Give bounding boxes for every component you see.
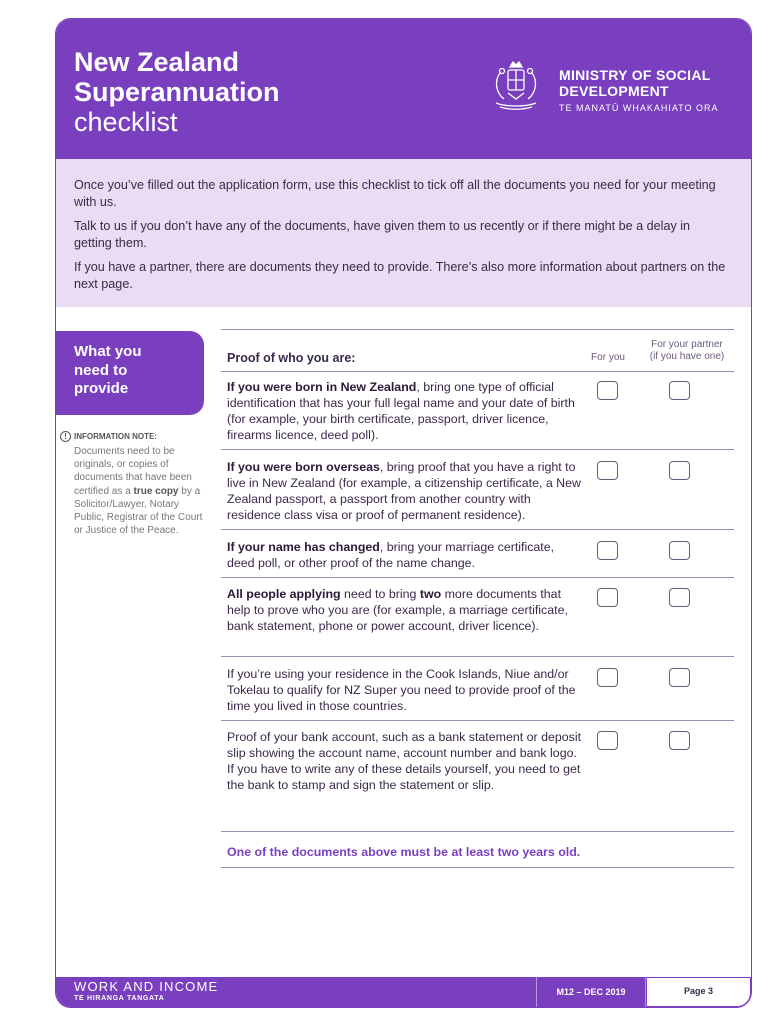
row-divider	[221, 720, 734, 721]
checkbox-you-row-4[interactable]	[597, 588, 618, 607]
intro-section	[56, 159, 751, 307]
checkbox-you-row-6[interactable]	[597, 731, 618, 750]
checkbox-partner-row-3[interactable]	[669, 541, 690, 560]
row-divider	[221, 449, 734, 450]
nz-coat-of-arms-icon	[486, 59, 546, 114]
info-icon: !	[60, 431, 71, 442]
row-divider	[221, 529, 734, 530]
list-item	[227, 586, 583, 634]
table-header-rule	[221, 371, 734, 372]
table-bottom-rule	[221, 867, 734, 868]
list-item	[227, 539, 583, 571]
checkbox-you-row-2[interactable]	[597, 461, 618, 480]
row-4-text-a: need to bring	[340, 587, 420, 601]
checkbox-partner-row-1[interactable]	[669, 381, 690, 400]
checkbox-you-row-5[interactable]	[597, 668, 618, 687]
row-divider	[221, 577, 734, 578]
form-code: M12 – DEC 2019	[536, 977, 646, 1007]
row-2-bold: If you were born overseas	[227, 460, 380, 474]
title-line-3: checklist	[74, 107, 178, 137]
two-years-note: One of the documents above must be at least two years old.	[227, 845, 581, 859]
list-item	[227, 379, 583, 443]
side-tab-line-3: provide	[74, 380, 129, 397]
ministry-name-line-1: MINISTRY OF SOCIAL	[559, 67, 711, 83]
row-3-bold: If your name has changed	[227, 540, 380, 554]
list-item	[227, 459, 583, 523]
row-4-bold-two: two	[419, 587, 442, 601]
ministry-name-line-2: DEVELOPMENT	[559, 83, 669, 99]
col-header-partner	[641, 339, 733, 363]
checkbox-you-row-3[interactable]	[597, 541, 618, 560]
ministry-logo-text	[559, 67, 719, 113]
side-tab-line-2: need to	[74, 361, 128, 379]
info-note-text-a: Documents need to be originals, or copies of documents that have been certified as a	[74, 446, 192, 497]
info-note-text-c: by a Solicitor/Lawyer, Notary Public, Registrar of the Court or Justice of the Peace.	[74, 485, 203, 537]
checkbox-you-row-1[interactable]	[597, 381, 618, 400]
table-heading: Proof of who you are:	[227, 351, 356, 365]
ministry-maori-name: TE MANATŪ WHAKAHIATO ORA	[559, 103, 719, 113]
col-header-partner-line-1: For your partner	[651, 339, 723, 350]
row-divider	[221, 831, 734, 832]
row-3-text: , bring your marriage certificate, deed poll, or other proof of the name change.	[227, 540, 555, 571]
col-header-partner-line-2: (if you have one)	[649, 351, 725, 362]
list-item: Proof of your bank account, such as a bank statement or deposit slip showing the account name, account number and bank logo. If you have to write any of these details yourself, you need to get the bank to stamp and sign the statement or slip.	[227, 730, 582, 793]
intro-paragraph-2: Talk to us if you don’t have any of the documents, have given them to us recently or if there might be a delay in getting them.	[74, 219, 691, 250]
info-note-true-copy: true copy	[133, 485, 179, 497]
work-and-income-logo: WORK AND INCOME	[74, 979, 219, 994]
row-2-text: , bring proof that you have a right to live in New Zealand (for example, a citizenship certificate, a New Zealand passport, a passport from another country with residence class visa or proof of permanent residence).	[227, 460, 581, 523]
list-item: If you’re using your residence in the Cook Islands, Niue and/or Tokelau to qualify for NZ Super you need to provide proof of the time you lived in those countries.	[227, 667, 576, 714]
footer-bar	[56, 977, 751, 1007]
checkbox-partner-row-2[interactable]	[669, 461, 690, 480]
page-number: Page 3	[646, 977, 751, 1007]
row-4-bold: All people applying	[227, 587, 341, 601]
info-note-label: INFORMATION NOTE:	[74, 432, 157, 441]
what-you-need-tab	[56, 331, 204, 415]
side-tab-line-1: What you	[74, 343, 142, 360]
title-line-2: Superannuation	[74, 77, 280, 107]
intro-paragraph-1: Once you’ve filled out the application form, use this checklist to tick off all the documents you need for your meeting with us.	[74, 178, 716, 209]
info-note-text	[74, 445, 208, 537]
document-title	[74, 47, 280, 137]
title-line-1: New Zealand	[74, 47, 240, 77]
checkbox-partner-row-6[interactable]	[669, 731, 690, 750]
row-divider	[221, 656, 734, 657]
work-and-income-maori: TE HIRANGA TANGATA	[74, 995, 165, 1002]
row-4-text-b: more documents that help to prove who you are (for example, a marriage certificate, bank statement, phone or power account, driver licence).	[227, 587, 568, 634]
col-header-you: For you	[591, 352, 625, 363]
checkbox-partner-row-5[interactable]	[669, 668, 690, 687]
intro-paragraph-3: If you have a partner, there are documents they need to provide. There’s also more information about partners on the next page.	[74, 260, 726, 291]
table-top-rule	[221, 329, 734, 330]
row-1-bold: If you were born in New Zealand	[227, 380, 417, 394]
header-banner	[56, 19, 751, 159]
checklist-page	[55, 18, 752, 1008]
row-1-text: , bring one type of official identification that has your full legal name and your date of birth (for example, your birth certificate, passport, driver licence, firearms licence, deed poll).	[227, 380, 575, 443]
checkbox-partner-row-4[interactable]	[669, 588, 690, 607]
